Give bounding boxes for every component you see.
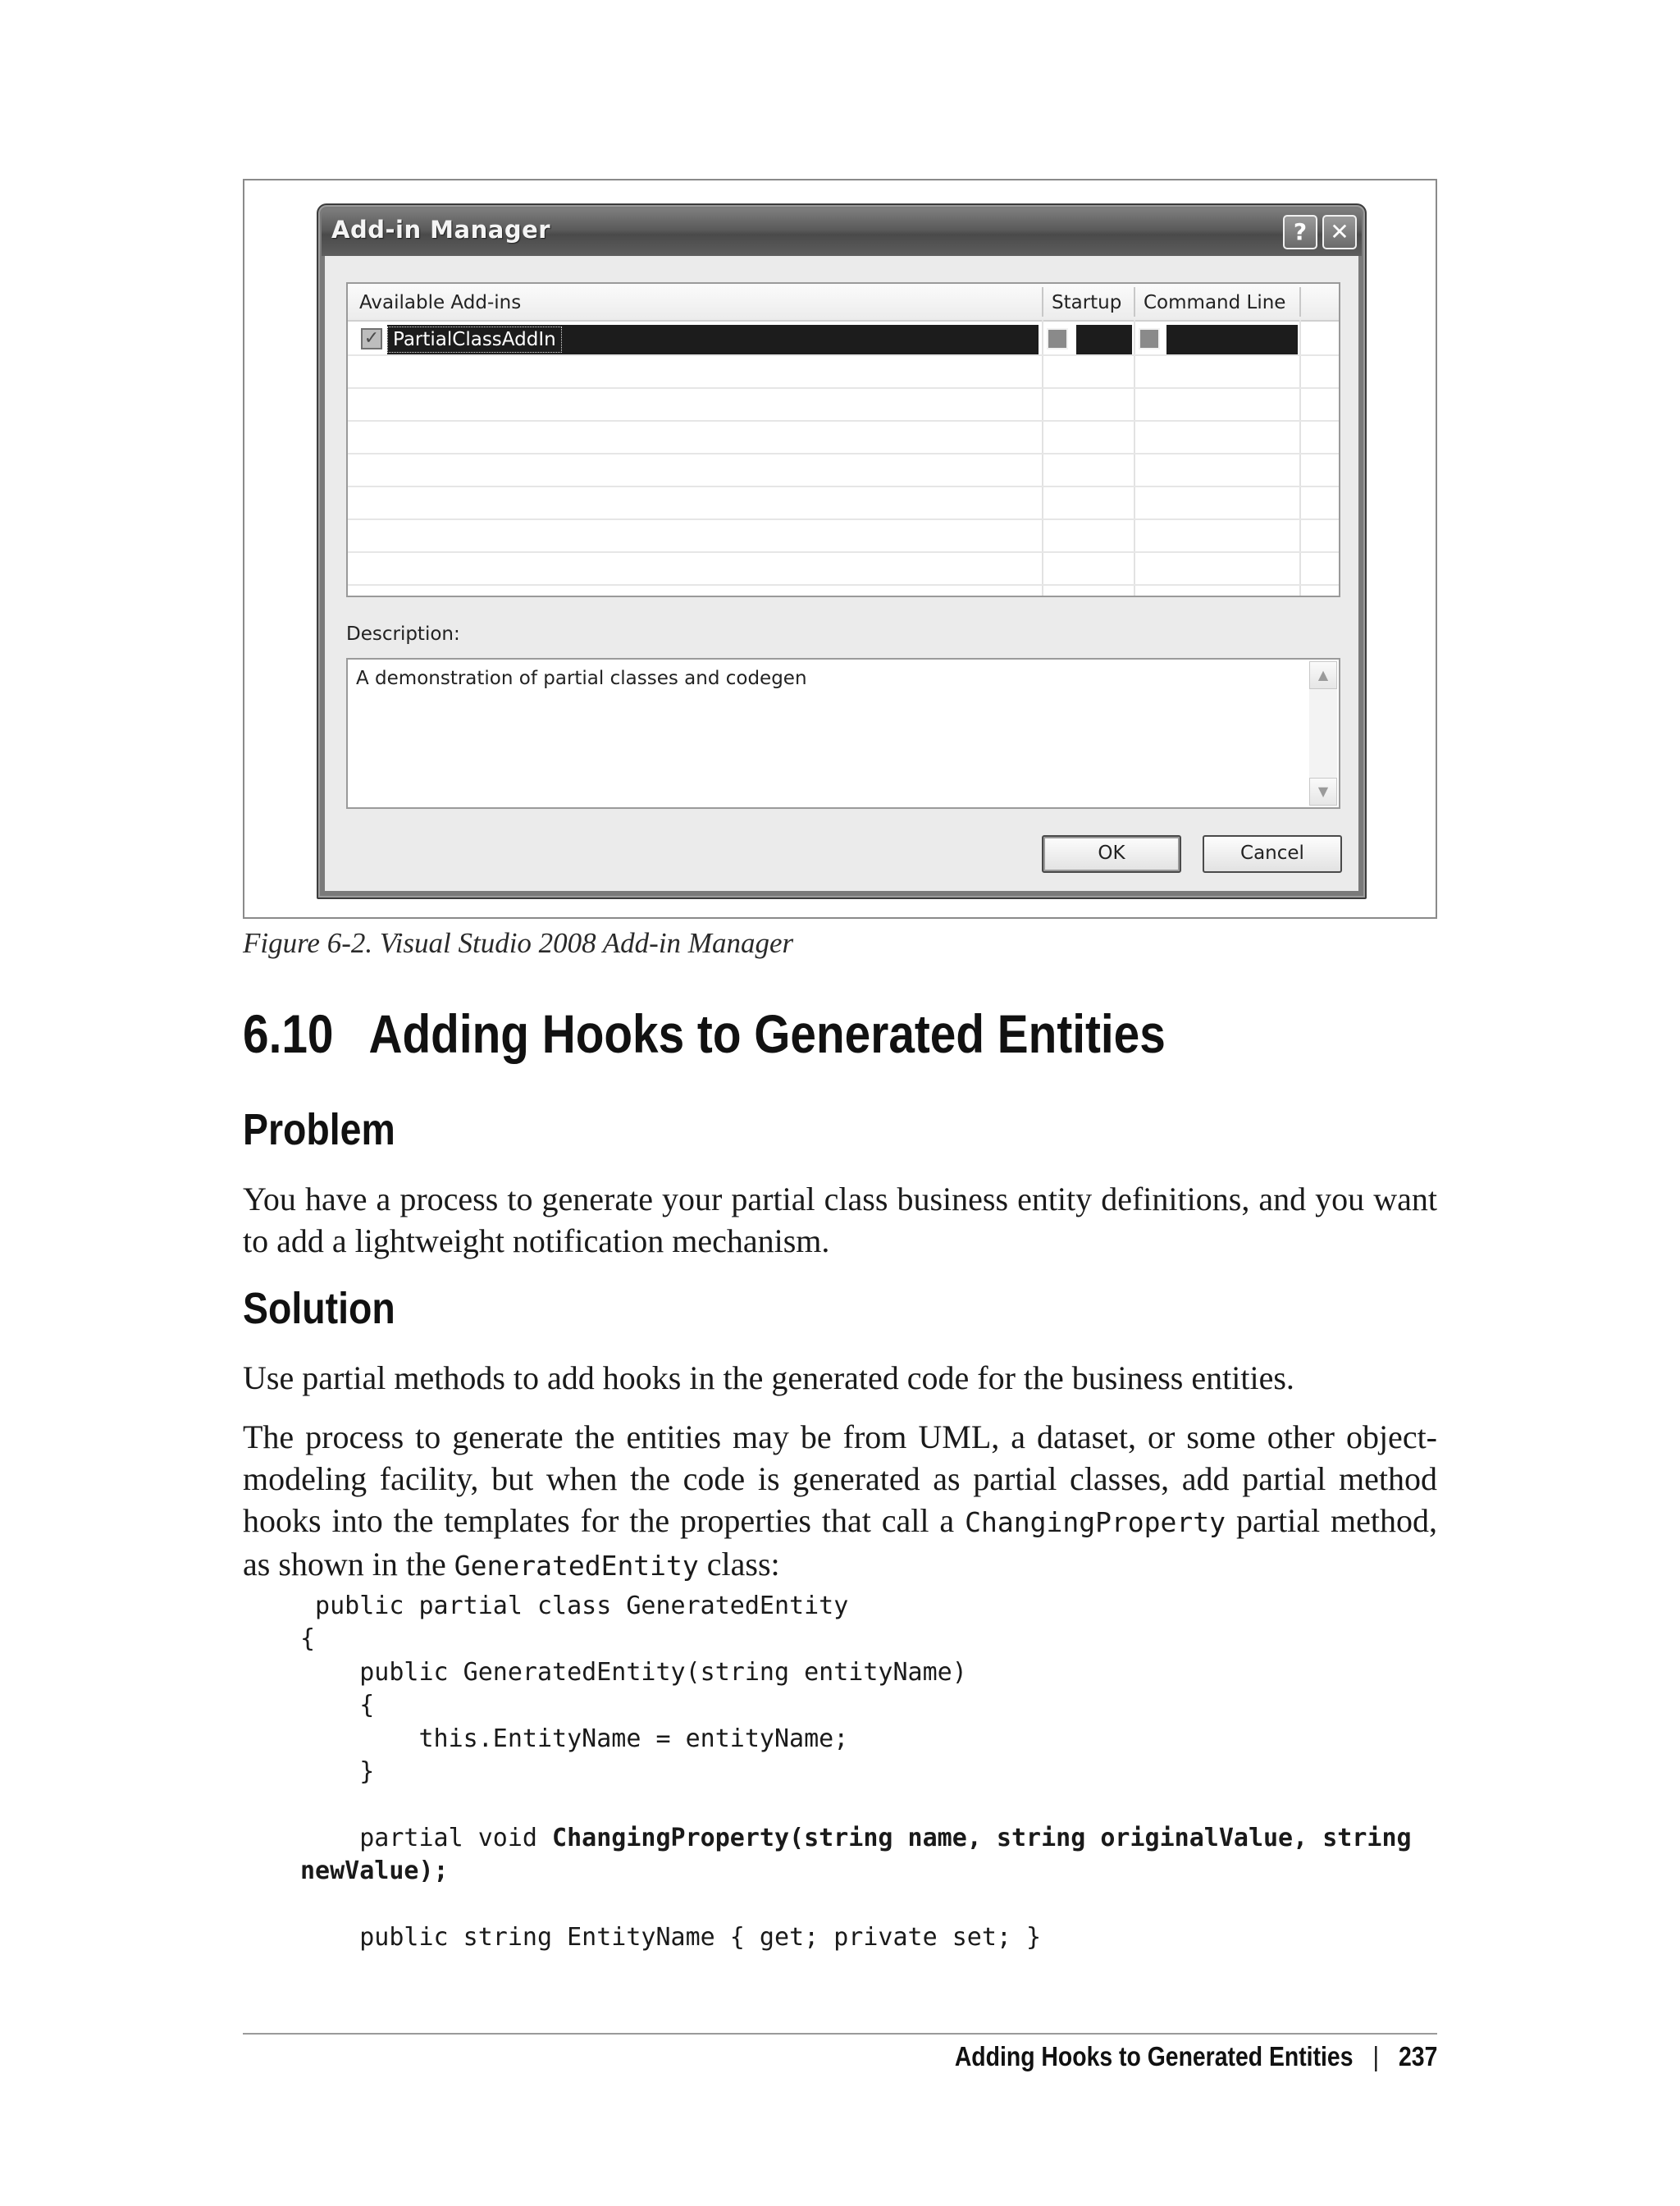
grid-line (348, 453, 1339, 454)
dialog-title: Add-in Manager (331, 216, 551, 244)
grid-line (1299, 320, 1301, 596)
running-title: Adding Hooks to Generated Entities (954, 2041, 1354, 2071)
cancel-button[interactable]: Cancel (1203, 835, 1342, 873)
paragraph-text: partial method, as shown in the (243, 1502, 1438, 1583)
code-line: this.EntityName = entityName; (300, 1724, 849, 1753)
scroll-up-icon[interactable]: ▲ (1309, 661, 1337, 689)
solution-paragraph-2 (243, 1416, 1437, 1587)
footer-rule (243, 2033, 1437, 2035)
problem-heading: Problem (243, 1105, 395, 1154)
code-line: partial void (300, 1823, 553, 1852)
ok-button[interactable]: OK (1042, 835, 1181, 873)
grid-line (1042, 320, 1043, 596)
close-button[interactable]: ✕ (1322, 215, 1357, 249)
grid-line (348, 584, 1339, 586)
inline-code: GeneratedEntity (454, 1550, 699, 1582)
add-in-manager-dialog (317, 203, 1367, 899)
code-line: public GeneratedEntity(string entityName) (300, 1657, 967, 1687)
add-ins-list[interactable] (346, 282, 1340, 597)
code-line: public partial class GeneratedEntity (300, 1592, 849, 1620)
grid-line (348, 518, 1339, 520)
selected-row-highlight (1076, 325, 1132, 354)
section-title: Adding Hooks to Generated Entities (368, 1003, 1166, 1064)
code-line-bold: ChangingProperty(string name, string originalValue, string (552, 1823, 1412, 1852)
description-box[interactable] (346, 658, 1340, 809)
column-header-available[interactable]: Available Add-ins (359, 292, 522, 313)
figure-caption: Figure 6-2. Visual Studio 2008 Add-in Manager (243, 927, 794, 959)
startup-checkbox[interactable] (1047, 328, 1068, 349)
description-label: Description: (346, 623, 460, 645)
available-checkbox[interactable]: ✓ (361, 328, 382, 349)
section-number: 6.10 (243, 1003, 334, 1064)
grid-line (348, 354, 1339, 356)
solution-paragraph-1: Use partial methods to add hooks in the generated code for the business entities. (243, 1359, 1294, 1396)
grid-line (348, 486, 1339, 487)
solution-heading: Solution (243, 1284, 395, 1333)
column-divider[interactable] (1299, 287, 1301, 317)
section-heading (243, 1003, 1166, 1065)
add-in-name: PartialClassAddIn (387, 327, 562, 353)
grid-line (348, 420, 1339, 422)
problem-text: You have a process to generate your partial class business entity definitions, and you want to add a lightweight notification mechanism. (243, 1181, 1437, 1259)
paragraph-text: class: (706, 1546, 780, 1583)
description-text: A demonstration of partial classes and codegen (356, 668, 807, 689)
selected-row-highlight (1166, 325, 1298, 354)
code-line: public string EntityName { get; private set; } (300, 1923, 1042, 1953)
code-listing (300, 1590, 1412, 1954)
list-header (348, 284, 1339, 322)
column-header-startup[interactable]: Startup (1052, 292, 1122, 313)
code-line: } (300, 1757, 375, 1787)
grid-line (1134, 320, 1135, 596)
column-divider[interactable] (1042, 287, 1043, 317)
paragraph-text: The process to generate the entities may be from UML, a dataset, or some other object-modeling facility, but when the code is generated as partial classes, add partial method hooks into the templates for the properties that call a (243, 1418, 1437, 1539)
command-line-checkbox[interactable] (1139, 328, 1160, 349)
description-scrollbar[interactable] (1309, 661, 1337, 806)
help-button[interactable]: ? (1283, 215, 1317, 249)
scroll-down-icon[interactable]: ▼ (1309, 778, 1337, 806)
footer-separator: | (1372, 2041, 1379, 2071)
grid-line (348, 387, 1339, 389)
page-number: 237 (1398, 2041, 1437, 2071)
page-footer (954, 2041, 1437, 2072)
code-line: { (300, 1691, 375, 1720)
dialog-body (325, 256, 1358, 891)
code-line-bold: newValue); (300, 1857, 449, 1886)
column-header-command-line[interactable]: Command Line (1144, 292, 1286, 313)
grid-line (348, 551, 1339, 553)
inline-code: ChangingProperty (965, 1506, 1226, 1538)
column-divider[interactable] (1134, 287, 1135, 317)
dialog-titlebar (322, 208, 1362, 256)
code-line: { (300, 1624, 316, 1654)
